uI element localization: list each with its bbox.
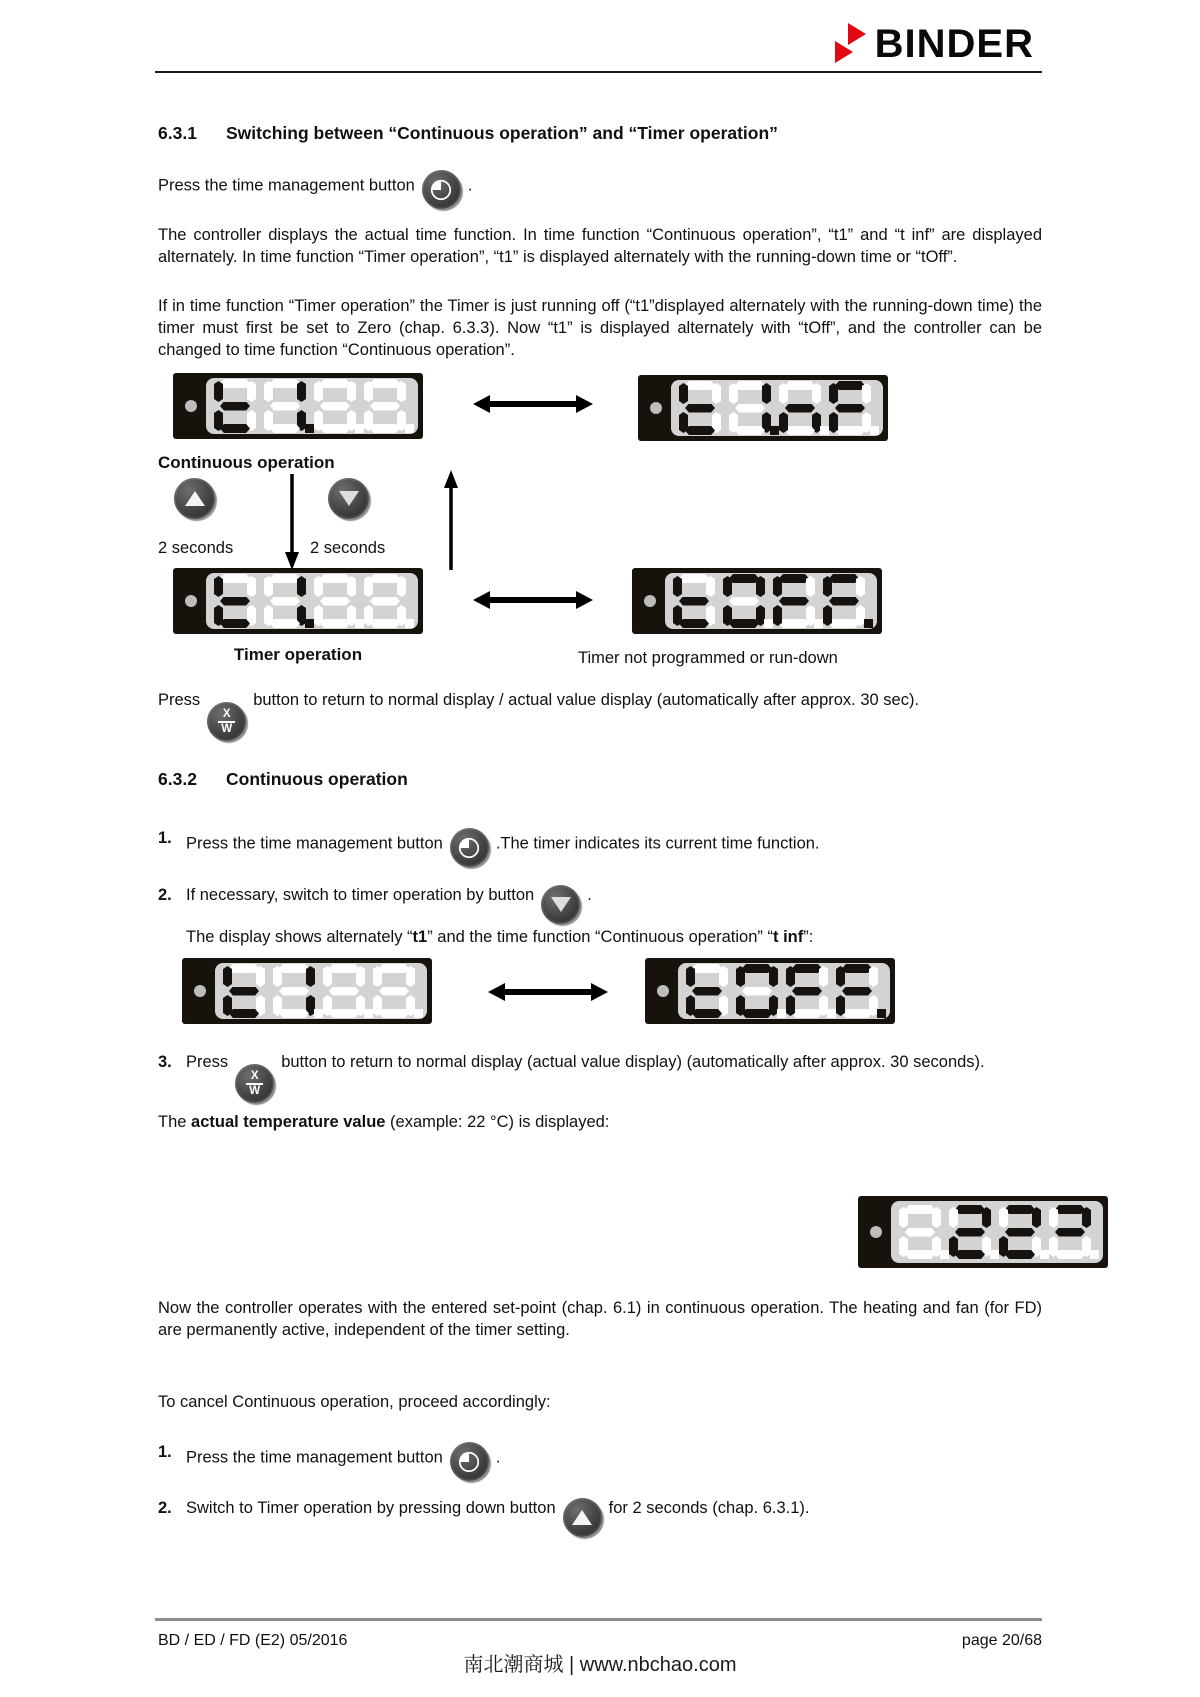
step-number: 1. xyxy=(158,829,172,847)
display-temperature-22c xyxy=(858,1196,1108,1268)
cancel-step-1 xyxy=(158,1442,1042,1481)
binder-logo-mark-icon xyxy=(833,22,869,66)
alt-tinf-bold: t inf xyxy=(772,928,804,946)
timer-not-programmed-label: Timer not programmed or run-down xyxy=(578,649,838,667)
display-panel xyxy=(665,573,877,629)
temp-text: (example: 22 °C) is displayed: xyxy=(385,1113,610,1131)
continuous-operation-label: Continuous operation xyxy=(158,453,335,472)
watermark: 南北潮商城 | www.nbchao.com xyxy=(463,1654,737,1676)
display-panel xyxy=(671,380,883,436)
two-seconds-right-label: 2 seconds xyxy=(310,539,386,557)
display-led xyxy=(644,595,656,607)
step-2 xyxy=(158,885,1042,924)
display-t1-timer xyxy=(173,568,423,634)
clock-icon xyxy=(456,1449,482,1475)
section-631-title xyxy=(158,122,1042,145)
display-led xyxy=(185,595,197,607)
step-body xyxy=(186,1442,1042,1481)
double-arrow-icon xyxy=(473,588,593,612)
step-body xyxy=(186,885,1042,924)
display-led xyxy=(185,400,197,412)
step-text: button to return to normal display (actual value display) (automatically after approx. 30 seconds). xyxy=(281,1053,985,1071)
press-time-button-line xyxy=(158,170,1042,209)
step-text: . xyxy=(495,1448,501,1467)
header-rule xyxy=(155,71,1042,73)
step-body xyxy=(186,1052,1042,1103)
footer-page-number: page 20/68 xyxy=(961,1632,1042,1649)
cancel-step-2 xyxy=(158,1498,1042,1537)
alternating-display-line xyxy=(186,927,1042,949)
paragraph-if-timer: If in time function “Timer operation” the Timer is just running off (“t1”displayed alternately with the running-down time) the timer must first be set to Zero (chap. 6.3.3). Now “t1” is displayed alternately with “tOff”, and the controller can be changed to time function “Continuous operation”. xyxy=(158,297,1042,359)
footer xyxy=(158,1630,1042,1651)
return-line-text: button to return to normal display / actual value display (automatically after approx. 30 sec). xyxy=(253,691,920,709)
xw-glyph xyxy=(218,709,235,735)
display-panel xyxy=(206,573,418,629)
step-1 xyxy=(158,828,1042,867)
temp-text: The xyxy=(158,1113,192,1131)
timer-mode-diagram xyxy=(158,370,1042,672)
step-body xyxy=(186,1498,1042,1537)
xw-x-label: X xyxy=(222,708,231,720)
display-t1 xyxy=(182,958,432,1024)
display-led xyxy=(870,1226,882,1238)
brand-name: BINDER xyxy=(874,22,1034,66)
step-text: . xyxy=(587,886,592,904)
display-led xyxy=(194,985,206,997)
triangle-down-icon xyxy=(339,491,359,506)
step-number: 1. xyxy=(158,1443,172,1461)
xw-w-label: W xyxy=(249,1084,261,1097)
triangle-up-icon xyxy=(572,1510,592,1525)
display-t1-continuous xyxy=(173,373,423,439)
actual-temperature-line xyxy=(158,1112,838,1134)
section-number: 6.3.1 xyxy=(158,123,197,143)
exit-xw-button-icon xyxy=(235,1064,274,1103)
press-line-period: . xyxy=(467,176,473,195)
display-led xyxy=(650,402,662,414)
time-management-button-icon xyxy=(450,1442,489,1481)
display-panel xyxy=(215,963,427,1019)
xw-w-label: W xyxy=(221,722,233,735)
display-toff xyxy=(645,958,895,1024)
section-title-text: Switching between “Continuous operation” and “Timer operation” xyxy=(226,123,778,143)
step-text: for 2 seconds (chap. 6.3.1). xyxy=(608,1499,810,1517)
time-management-button-icon xyxy=(422,170,461,209)
step-text: If necessary, switch to timer operation by button xyxy=(186,886,535,904)
arrow-up-button-icon xyxy=(174,478,215,519)
alternating-display-diagram xyxy=(158,958,1042,1034)
clock-icon xyxy=(456,835,482,861)
display-toff xyxy=(632,568,882,634)
display-panel xyxy=(891,1201,1103,1263)
xw-glyph xyxy=(246,1071,263,1097)
timer-operation-label: Timer operation xyxy=(233,645,363,664)
display-panel xyxy=(206,378,418,434)
section-title-text: Continuous operation xyxy=(226,769,408,789)
double-arrow-icon xyxy=(488,980,608,1004)
footer-doc-id: BD / ED / FD (E2) 05/2016 xyxy=(158,1632,348,1649)
footer-rule xyxy=(155,1618,1042,1621)
return-to-display-line xyxy=(158,690,1042,741)
step-text: Press the time management button xyxy=(186,834,443,853)
step-text: Switch to Timer operation by pressing down button xyxy=(186,1499,556,1517)
step-number: 2. xyxy=(158,886,172,904)
arrow-down-button-icon xyxy=(328,478,369,519)
xw-x-label: X xyxy=(250,1070,259,1082)
display-panel xyxy=(678,963,890,1019)
step-number: 3. xyxy=(158,1053,172,1071)
step-text: Press xyxy=(186,1053,229,1071)
step-text: .The timer indicates its current time function. xyxy=(495,834,820,853)
binder-logo xyxy=(833,22,1034,66)
section-number: 6.3.2 xyxy=(158,769,197,789)
step-body xyxy=(186,828,1042,867)
step-text: Press the time management button xyxy=(186,1448,443,1467)
arrow-up-connector-icon xyxy=(442,470,460,570)
step-3 xyxy=(158,1052,1042,1103)
double-arrow-icon xyxy=(473,392,593,416)
display-tinf xyxy=(638,375,888,441)
arrow-down-button-icon xyxy=(541,885,580,924)
arrow-up-button-icon xyxy=(563,1498,602,1537)
display-led xyxy=(657,985,669,997)
alt-text: ” and the time function “Continuous operation” “ xyxy=(427,928,773,946)
step-number: 2. xyxy=(158,1499,172,1517)
time-management-button-icon xyxy=(450,828,489,867)
arrow-down-connector-icon xyxy=(283,474,301,570)
press-line-text: Press the time management button xyxy=(158,176,415,195)
triangle-up-icon xyxy=(185,491,205,506)
temp-bold: actual temperature value xyxy=(191,1113,386,1131)
exit-xw-button-icon xyxy=(207,702,246,741)
alt-t1-bold: t1 xyxy=(412,928,428,946)
paragraph-now-controller: Now the controller operates with the entered set-point (chap. 6.1) in continuous operation. The heating and fan (for FD) are permanently active, independent of the timer setting. xyxy=(158,1299,1042,1339)
alt-text: The display shows alternately “ xyxy=(186,928,413,946)
triangle-down-icon xyxy=(551,897,571,912)
clock-icon xyxy=(428,177,454,203)
paragraph-to-cancel: To cancel Continuous operation, proceed accordingly: xyxy=(158,1393,551,1411)
section-632-title xyxy=(158,768,1042,791)
paragraph-controller-displays: The controller displays the actual time function. In time function “Continuous operation”, “t1” and “t inf” are displayed alternately. In time function “Timer operation”, “t1” is displayed alternately with the running-down time or “tOff”. xyxy=(158,226,1042,266)
two-seconds-left-label: 2 seconds xyxy=(158,539,234,557)
return-line-press: Press xyxy=(158,691,201,709)
alt-text: ”: xyxy=(803,928,814,946)
